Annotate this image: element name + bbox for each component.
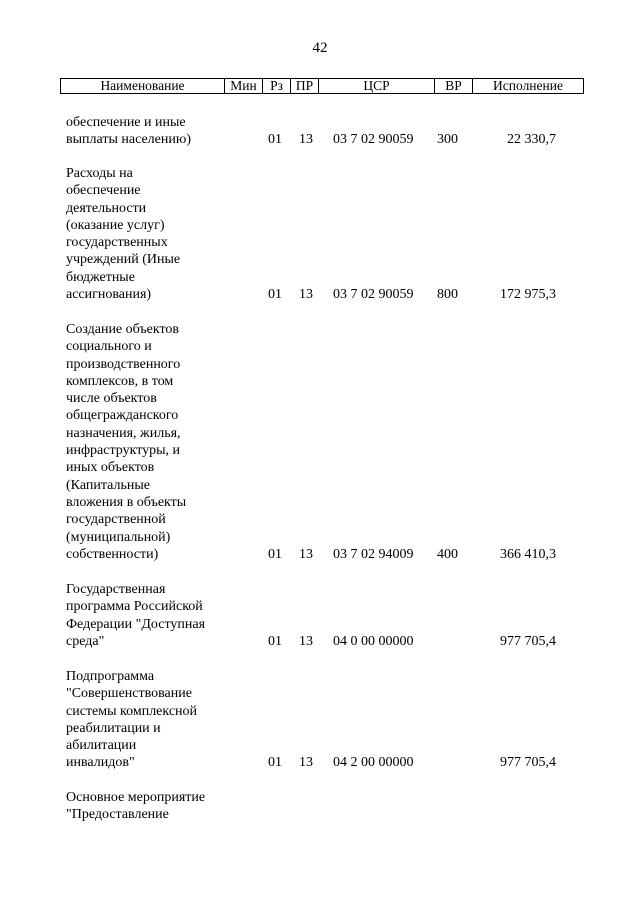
row-csr: 03 7 02 90059 bbox=[333, 132, 414, 147]
row-name: Подпрограмма "Совершенствование системы комплексной реабилитации и абилитации инвалидов" bbox=[66, 669, 198, 771]
column-header-isp: Исполнение bbox=[493, 78, 563, 93]
row-isp: 22 330,7 bbox=[507, 132, 556, 147]
row-isp: 977 705,4 bbox=[500, 755, 556, 770]
row-rz: 01 bbox=[268, 634, 282, 649]
row-csr: 04 0 00 00000 bbox=[333, 634, 414, 649]
column-header-rz: Рз bbox=[263, 79, 291, 93]
column-header-min: Мин bbox=[225, 79, 263, 93]
row-vr: 800 bbox=[437, 287, 458, 302]
row-rz: 01 bbox=[268, 755, 282, 770]
row-isp: 366 410,3 bbox=[500, 547, 556, 562]
row-isp: 977 705,4 bbox=[500, 634, 556, 649]
row-pr: 13 bbox=[299, 287, 313, 302]
row-name: Основное мероприятие "Предоставление bbox=[66, 790, 206, 823]
row-csr: 03 7 02 94009 bbox=[333, 547, 414, 562]
row-pr: 13 bbox=[299, 755, 313, 770]
row-rz: 01 bbox=[268, 287, 282, 302]
row-name: обеспечение и иные выплаты населению) bbox=[66, 115, 191, 148]
column-header-csr: ЦСР bbox=[319, 79, 435, 93]
row-rz: 01 bbox=[268, 547, 282, 562]
row-pr: 13 bbox=[299, 634, 313, 649]
row-name: Государственная программа Российской Федерации "Доступная среда" bbox=[66, 582, 206, 649]
row-name: Расходы на обеспечение деятельности (оказание услуг) государственных учреждений (Иные бюджетные ассигнования) bbox=[66, 166, 181, 303]
row-pr: 13 bbox=[299, 132, 313, 147]
row-csr: 03 7 02 90059 bbox=[333, 287, 414, 302]
row-name: Создание объектов социального и производственного комплексов, в том числе объектов общегражданского назначения, жилья, инфраструктуры, и иных объектов (Капитальные вложения в объекты государственной (муниципальной) собственности) bbox=[66, 322, 187, 562]
column-header-vr: ВР bbox=[435, 79, 473, 93]
row-csr: 04 2 00 00000 bbox=[333, 755, 414, 770]
table-header bbox=[60, 78, 584, 94]
page-number: 42 bbox=[312, 40, 328, 56]
row-vr: 300 bbox=[437, 132, 458, 147]
row-rz: 01 bbox=[268, 132, 282, 147]
row-isp: 172 975,3 bbox=[500, 287, 556, 302]
column-header-name: Наименование bbox=[61, 79, 225, 93]
row-vr: 400 bbox=[437, 547, 458, 562]
row-pr: 13 bbox=[299, 547, 313, 562]
column-header-pr: ПР bbox=[291, 79, 319, 93]
